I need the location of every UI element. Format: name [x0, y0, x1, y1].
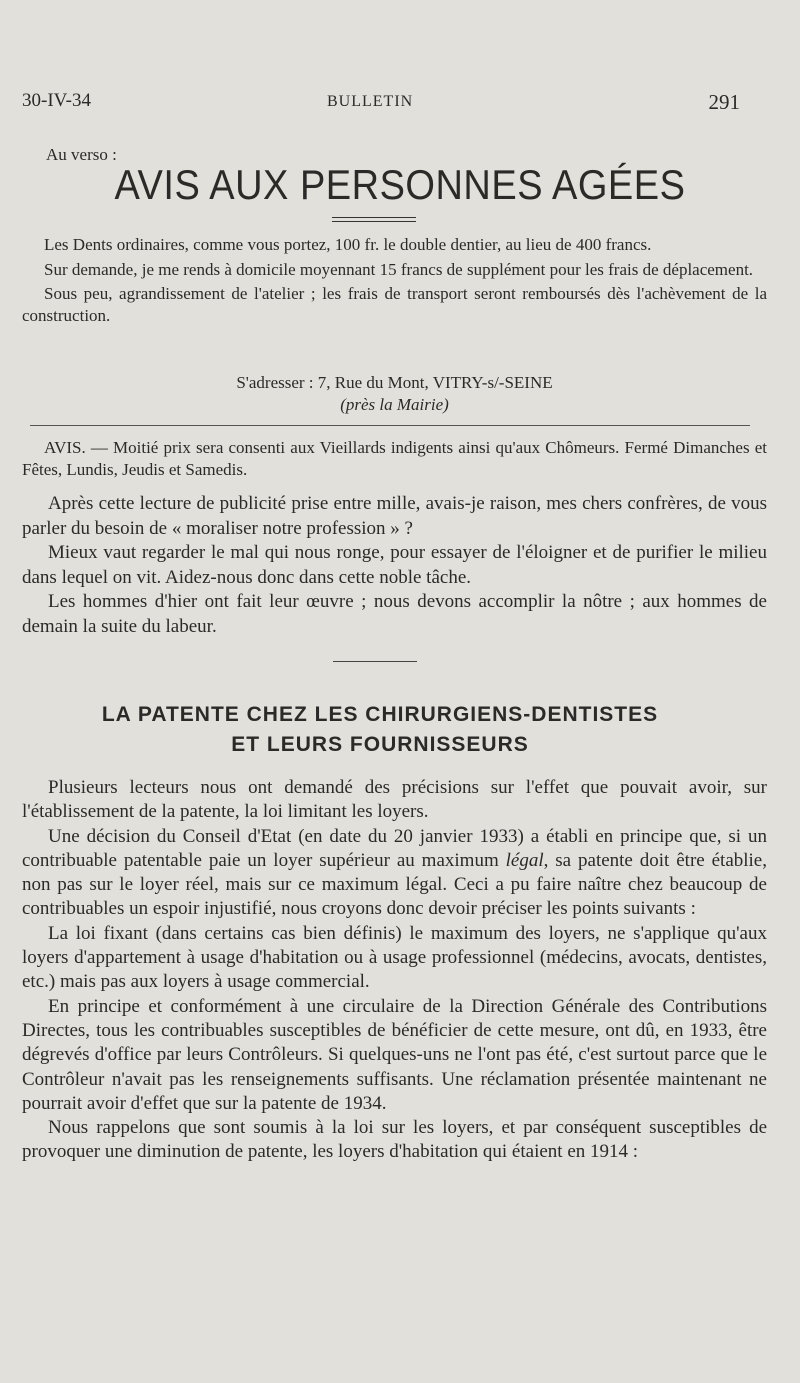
ad-notice: AVIS. — Moitié prix sera consenti aux Vieillards indigents ainsi qu'aux Chômeurs. Fermé Dimanches et Fêtes, Lundis, Jeudis et Samedis.	[22, 438, 767, 479]
article-paragraph: Plusieurs lecteurs nous ont demandé des précisions sur l'effet que pouvait avoir, sur l'établissement de la patente, la loi limitant les loyers.	[22, 777, 767, 823]
ad-title: AVIS AUX PERSONNES AGÉES	[114, 162, 686, 210]
ad-divider	[30, 425, 750, 426]
emphasis: légal	[505, 849, 544, 871]
ad-body	[22, 234, 767, 329]
commentary-paragraph: Les hommes d'hier ont fait leur œuvre ; nous devons accomplir la nôtre ; aux hommes de demain la suite du labeur.	[22, 591, 767, 637]
commentary-paragraph: Mieux vaut regarder le mal qui nous ronge, pour essayer de l'éloigner et de purifier le milieu dans lequel on vit. Aidez-nous donc dans cette noble tâche.	[22, 542, 767, 588]
article-title-line: ET LEURS FOURNISSEURS	[231, 733, 529, 756]
article-title	[30, 700, 730, 760]
article-paragraph: Nous rappelons que sont soumis à la loi sur les loyers, et par conséquent susceptibles de provoquer une diminution de patente, les loyers d'habitation qui étaient en 1914 :	[22, 1117, 767, 1163]
commentary-section	[22, 492, 767, 639]
text-run: Une décision du Conseil d'Etat (en date du 20 janvier 1933) a établi en principe que, si un contribuable patentable paie un loyer supérieur au maximum	[22, 825, 767, 871]
running-header	[22, 90, 740, 118]
ad-address-block	[22, 372, 767, 416]
issue-date: 30-IV-34	[22, 90, 91, 111]
running-title: BULLETIN	[327, 93, 414, 110]
text-run: , sa patente doit être établie, non pas sur le loyer réel, mais sur ce maximum légal. Ceci a pu faire naître chez beaucoup de contribuables un espoir injustifié, nous croyons donc devoir préciser les points suivants :	[22, 849, 767, 920]
ad-address-note: (près la Mairie)	[340, 395, 449, 414]
article-paragraph: La loi fixant (dans certains cas bien définis) le maximum des loyers, ne s'applique qu'aux loyers d'appartement à usage d'habitation ou à usage professionnel (médecins, avocats, dentistes, etc.) mais pas aux loyers à usage commercial.	[22, 922, 767, 993]
section-divider	[333, 661, 417, 662]
article-body	[22, 776, 767, 1165]
ad-title-rule	[332, 217, 416, 222]
commentary-paragraph: Après cette lecture de publicité prise entre mille, avais-je raison, mes chers confrères, de vous parler du besoin de « moraliser notre profession » ?	[22, 493, 767, 539]
ad-intro: Au verso :	[46, 145, 117, 164]
article-title-line: LA PATENTE CHEZ LES CHIRURGIENS-DENTISTES	[101, 703, 659, 726]
page-number: 291	[708, 90, 740, 114]
article-paragraph: En principe et conformément à une circulaire de la Direction Générale des Contributions Directes, tous les contribuables susceptibles de bénéficier de cette mesure, ont dû, en 1933, être dégrevés d'office par leurs Contrôleurs. Si quelques-uns ne l'ont pas été, c'est surtout parce que le Contrôleur n'avait pas les renseignements suffisants. Une réclamation présentée maintenant ne pourrait avoir d'effet que sur la patente de 1934.	[22, 995, 767, 1114]
article-paragraph	[22, 825, 767, 922]
ad-address: S'adresser : 7, Rue du Mont, VITRY-s/-SEINE	[236, 373, 553, 392]
ad-paragraph: Les Dents ordinaires, comme vous portez, 100 fr. le double dentier, au lieu de 400 francs.	[44, 235, 652, 254]
ad-paragraph: Sous peu, agrandissement de l'atelier ; les frais de transport seront remboursés dès l'achèvement de la construction.	[22, 284, 767, 325]
ad-paragraph: Sur demande, je me rends à domicile moyennant 15 francs de supplément pour les frais de déplacement.	[44, 259, 754, 279]
